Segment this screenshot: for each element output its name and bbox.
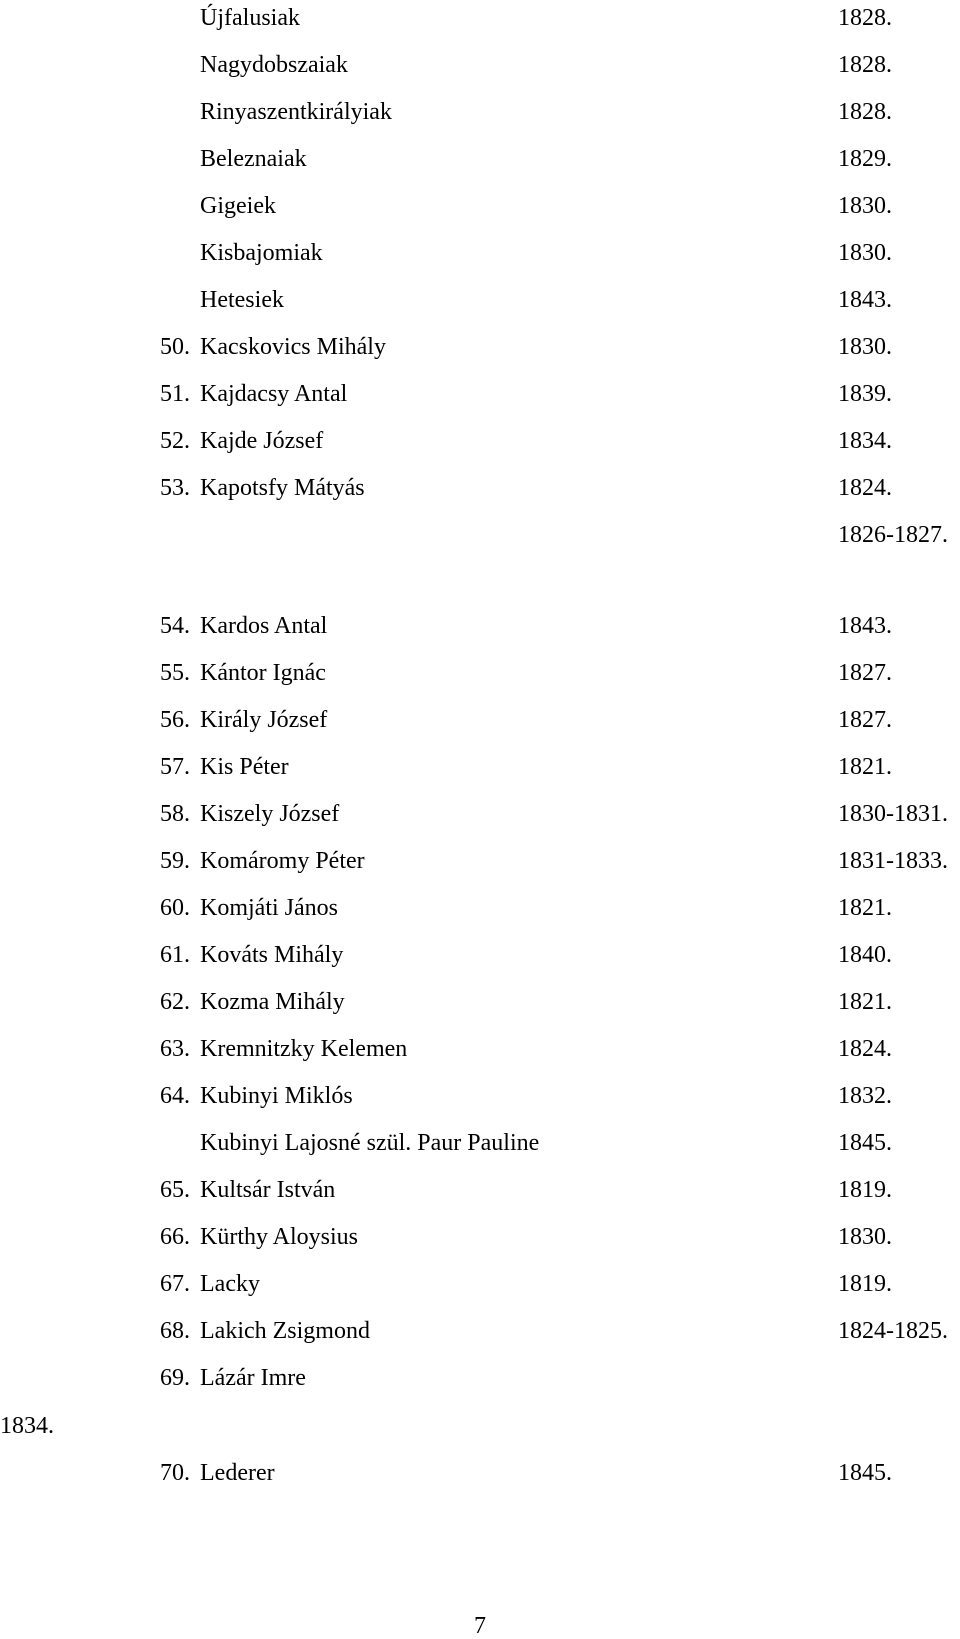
entry-name: Lederer <box>200 1460 275 1486</box>
entry-number: 63. <box>160 1036 190 1062</box>
list-item <box>0 1178 960 1208</box>
entry-number: 70. <box>160 1460 190 1486</box>
entry-number: 62. <box>160 989 190 1015</box>
entry-name: Kováts Mihály <box>200 942 344 968</box>
entry-name: Kis Péter <box>200 754 289 780</box>
list-item <box>0 943 960 973</box>
entry-year: 1829. <box>838 146 892 172</box>
page-number: 7 <box>474 1613 486 1639</box>
entry-year: 1843. <box>838 287 892 313</box>
entry-number: 64. <box>160 1083 190 1109</box>
entry-number: 61. <box>160 942 190 968</box>
entry-name: Újfalusiak <box>200 5 300 31</box>
entry-name: Kultsár István <box>200 1177 336 1203</box>
entry-number: 68. <box>160 1318 190 1344</box>
entry-number: 52. <box>160 428 190 454</box>
entry-year: 1839. <box>838 381 892 407</box>
entry-name: Nagydobszaiak <box>200 52 348 78</box>
list-item <box>0 6 960 36</box>
entry-number: 67. <box>160 1271 190 1297</box>
list-item <box>0 288 960 318</box>
entry-year: 1821. <box>838 989 892 1015</box>
list-item <box>0 896 960 926</box>
entry-year: 1828. <box>838 99 892 125</box>
list-item <box>0 1319 960 1349</box>
list-item <box>0 1461 960 1491</box>
entry-name: Kubinyi Miklós <box>200 1083 353 1109</box>
entry-name: Kacskovics Mihály <box>200 334 386 360</box>
entry-name: Kiszely József <box>200 801 340 827</box>
entry-year: 1830. <box>838 240 892 266</box>
entry-name: Komáromy Péter <box>200 848 365 874</box>
entry-number: 54. <box>160 613 190 639</box>
entry-name: Hetesiek <box>200 287 284 313</box>
entry-name: Lakich Zsigmond <box>200 1318 370 1344</box>
list-item <box>0 241 960 271</box>
list-item <box>0 147 960 177</box>
list-item <box>0 755 960 785</box>
entry-name: Király József <box>200 707 328 733</box>
entry-year: 1824-1825. <box>838 1318 948 1344</box>
entry-year: 1821. <box>838 895 892 921</box>
entry-number: 59. <box>160 848 190 874</box>
entry-name: Rinyaszentkirályiak <box>200 99 392 125</box>
entry-year: 1828. <box>838 5 892 31</box>
entry-name: Kozma Mihály <box>200 989 345 1015</box>
list-item <box>0 849 960 879</box>
entry-number: 66. <box>160 1224 190 1250</box>
entry-number: 60. <box>160 895 190 921</box>
list-item <box>0 1037 960 1067</box>
entry-name: Kardos Antal <box>200 613 328 639</box>
entry-name: Beleznaiak <box>200 146 307 172</box>
entry-year: 1843. <box>838 613 892 639</box>
list-item <box>0 802 960 832</box>
list-item <box>0 1366 960 1396</box>
entry-year: 1819. <box>838 1271 892 1297</box>
entry-year: 1845. <box>838 1130 892 1156</box>
entry-number: 69. <box>160 1365 190 1391</box>
list-item <box>0 1225 960 1255</box>
list-item <box>0 1131 960 1161</box>
entry-year: 1830. <box>838 193 892 219</box>
entry-name: Kántor Ignác <box>200 660 326 686</box>
list-item <box>0 335 960 365</box>
entry-name: Kisbajomiak <box>200 240 323 266</box>
entry-number: 53. <box>160 475 190 501</box>
entry-name: Kürthy Aloysius <box>200 1224 359 1250</box>
list-item <box>0 53 960 83</box>
entry-number: 65. <box>160 1177 190 1203</box>
entry-year: 1821. <box>838 754 892 780</box>
entry-year: 1830-1831. <box>838 801 948 827</box>
entry-name: Kubinyi Lajosné szül. Paur Pauline <box>200 1130 540 1156</box>
entry-year: 1834. <box>838 428 892 454</box>
list-item <box>0 523 960 553</box>
entry-year: 1827. <box>838 707 892 733</box>
entry-number: 50. <box>160 334 190 360</box>
entry-name: Lázár Imre <box>200 1365 306 1391</box>
entry-name: Gigeiek <box>200 193 276 219</box>
list-item <box>0 100 960 130</box>
entry-number: 56. <box>160 707 190 733</box>
list-item <box>0 708 960 738</box>
entry-year: 1845. <box>838 1460 892 1486</box>
entry-year: 1824. <box>838 1036 892 1062</box>
entry-year: 1824. <box>838 475 892 501</box>
entry-name: Kajde József <box>200 428 324 454</box>
entry-number: 51. <box>160 381 190 407</box>
entry-name: Kapotsfy Mátyás <box>200 475 365 501</box>
entry-name: Kajdacsy Antal <box>200 381 348 407</box>
list-item <box>0 614 960 644</box>
entry-year: 1826-1827. <box>838 522 948 548</box>
entry-year: 1832. <box>838 1083 892 1109</box>
entry-number: 58. <box>160 801 190 827</box>
entry-name: Komjáti János <box>200 895 338 921</box>
entry-year: 1827. <box>838 660 892 686</box>
list-item <box>0 382 960 412</box>
list-item <box>0 661 960 691</box>
entry-name: Lacky <box>200 1271 260 1297</box>
entry-year: 1831-1833. <box>838 848 948 874</box>
list-item <box>0 429 960 459</box>
entry-year: 1828. <box>838 52 892 78</box>
entry-name: Kremnitzky Kelemen <box>200 1036 408 1062</box>
list-item <box>0 476 960 506</box>
list-item <box>0 1272 960 1302</box>
entry-year: 1830. <box>838 1224 892 1250</box>
stray-year: 1834. <box>0 1413 54 1439</box>
list-item <box>0 990 960 1020</box>
list-item <box>0 194 960 224</box>
entry-year: 1840. <box>838 942 892 968</box>
list-item <box>0 1084 960 1114</box>
entry-number: 55. <box>160 660 190 686</box>
entry-year: 1819. <box>838 1177 892 1203</box>
entry-year: 1830. <box>838 334 892 360</box>
entry-number: 57. <box>160 754 190 780</box>
